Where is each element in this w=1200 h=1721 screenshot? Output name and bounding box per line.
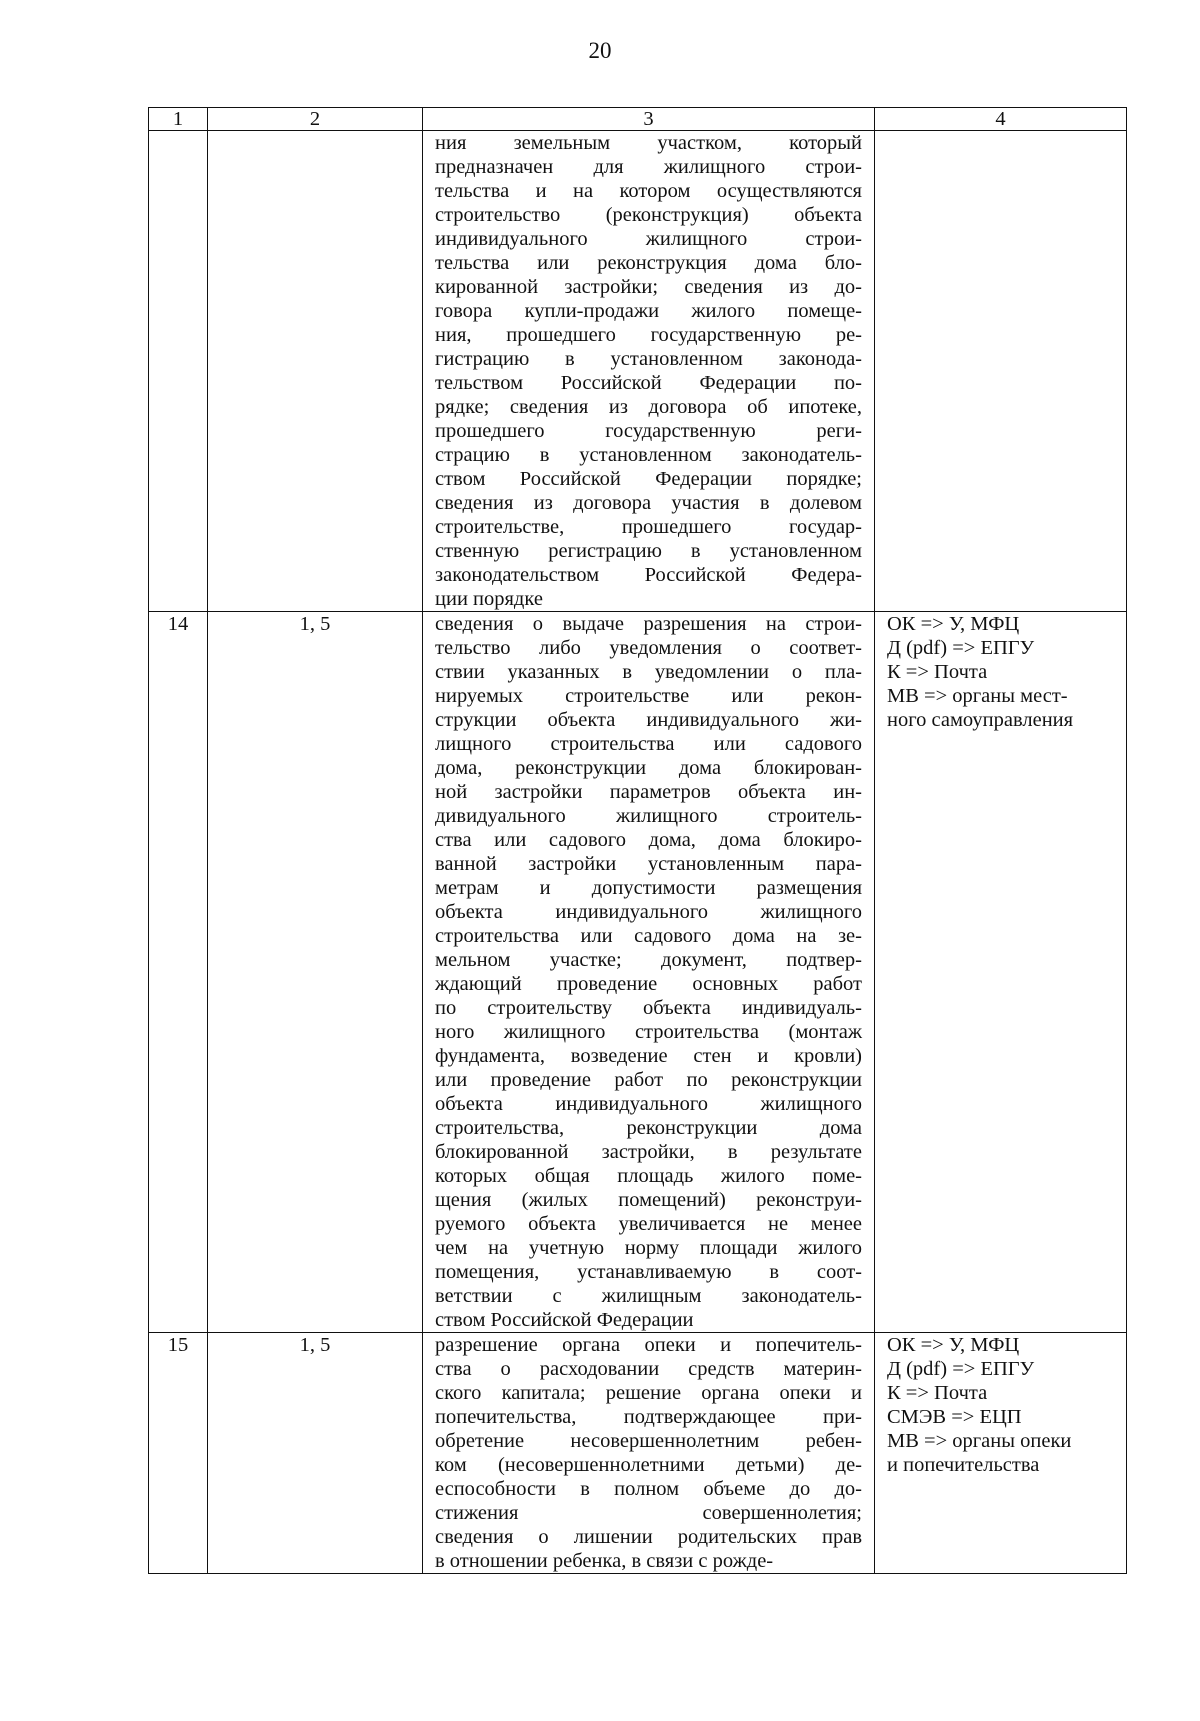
table-row <box>149 612 1127 1333</box>
description-line: строительстве, прошедшего государ- <box>435 516 862 538</box>
recipient-line: ОК => У, МФЦ <box>887 1334 1020 1356</box>
row-sources: 1, 5 <box>208 1333 423 1574</box>
recipient-line: и попечительства <box>887 1454 1040 1476</box>
description-line: тельством Российской Федерации по- <box>435 372 862 394</box>
row-recipients <box>875 1333 1127 1574</box>
description-line: предназначен для жилищного строи- <box>435 156 862 178</box>
row-recipients <box>875 131 1127 612</box>
page-number: 20 <box>588 38 612 63</box>
description-line: ной застройки параметров объекта ин- <box>435 781 862 803</box>
description-line: блокированной застройки, в результате <box>435 1141 862 1163</box>
description-line: индивидуального жилищного строи- <box>435 228 862 250</box>
description-line: говора купли-продажи жилого помеще- <box>435 300 862 322</box>
description-line: стижения совершеннолетия; <box>435 1502 862 1524</box>
description-line: объекта индивидуального жилищного <box>435 1093 862 1115</box>
description-line: тельства и на котором осуществляются <box>435 180 862 202</box>
document-table <box>148 107 1127 1574</box>
description-line: тельство либо уведомления о соответ- <box>435 637 862 659</box>
table-row <box>149 1333 1127 1574</box>
description-line: ния, прошедшего государственную ре- <box>435 324 862 346</box>
description-line: чем на учетную норму площади жилого <box>435 1237 862 1259</box>
header-cell-3: 3 <box>423 108 875 131</box>
row-number: 14 <box>149 612 208 1333</box>
description-line: кированной застройки; сведения из до- <box>435 276 862 298</box>
description-line: гистрацию в установленном законода- <box>435 348 862 370</box>
description-line: обретение несовершеннолетним ребен- <box>435 1430 862 1452</box>
description-line: ждающий проведение основных работ <box>435 973 862 995</box>
table-row <box>149 131 1127 612</box>
description-line: сведения из договора участия в долевом <box>435 492 862 514</box>
recipient-line: Д (pdf) => ЕПГУ <box>887 637 1035 659</box>
row-recipients <box>875 612 1127 1333</box>
description-line: помещения, устанавливаемую в соот- <box>435 1261 862 1283</box>
description-line: ства или садового дома, дома блокиро- <box>435 829 862 851</box>
header-cell-2: 2 <box>208 108 423 131</box>
description-line: страцию в установленном законодатель- <box>435 444 862 466</box>
description-line: фундамента, возведение стен и кровли) <box>435 1045 862 1067</box>
description-line: ванной застройки установленным пара- <box>435 853 862 875</box>
description-line: в отношении ребенка, в связи с рожде- <box>435 1550 774 1572</box>
description-line: метрам и допустимости размещения <box>435 877 862 899</box>
recipient-line: ного самоуправления <box>887 709 1074 731</box>
description-line: законодательством Российской Федера- <box>435 564 862 586</box>
recipient-line: СМЭВ => ЕЦП <box>887 1406 1022 1428</box>
description-line: ного жилищного строительства (монтаж <box>435 1021 862 1043</box>
description-line: руемого объекта увеличивается не менее <box>435 1213 862 1235</box>
description-line: или проведение работ по реконструкции <box>435 1069 862 1091</box>
description-line: ством Российской Федерации порядке; <box>435 468 862 490</box>
recipient-line: МВ => органы мест- <box>887 685 1068 707</box>
recipient-line: К => Почта <box>887 661 988 683</box>
description-line: сведения о лишении родительских прав <box>435 1526 862 1548</box>
description-line: строительства, реконструкции дома <box>435 1117 862 1139</box>
description-line: ком (несовершеннолетними детьми) де- <box>435 1454 862 1476</box>
row-sources <box>208 131 423 612</box>
description-line: ствии указанных в уведомлении о пла- <box>435 661 862 683</box>
description-line: мельном участке; документ, подтвер- <box>435 949 862 971</box>
description-line: ния земельным участком, который <box>435 132 862 154</box>
recipient-line: Д (pdf) => ЕПГУ <box>887 1358 1035 1380</box>
row-description <box>423 1333 875 1574</box>
description-line: по строительству объекта индивидуаль- <box>435 997 862 1019</box>
description-line: лищного строительства или садового <box>435 733 862 755</box>
row-number: 15 <box>149 1333 208 1574</box>
description-line: рядке; сведения из договора об ипотеке, <box>435 396 862 418</box>
recipient-line: ОК => У, МФЦ <box>887 613 1020 635</box>
description-line: ством Российской Федерации <box>435 1309 694 1331</box>
description-line: ственную регистрацию в установленном <box>435 540 862 562</box>
description-line: попечительства, подтверждающее при- <box>435 1406 862 1428</box>
description-line: сведения о выдаче разрешения на строи- <box>435 613 862 635</box>
header-cell-4: 4 <box>875 108 1127 131</box>
row-description <box>423 612 875 1333</box>
table-header-row <box>149 108 1127 131</box>
description-line: прошедшего государственную реги- <box>435 420 862 442</box>
description-line: ства о расходовании средств материн- <box>435 1358 862 1380</box>
row-sources: 1, 5 <box>208 612 423 1333</box>
description-line: строительство (реконструкция) объекта <box>435 204 862 226</box>
description-line: ции порядке <box>435 588 543 610</box>
description-line: которых общая площадь жилого поме- <box>435 1165 862 1187</box>
description-line: ского капитала; решение органа опеки и <box>435 1382 862 1404</box>
recipient-line: МВ => органы опеки <box>887 1430 1072 1452</box>
description-line: дивидуального жилищного строитель- <box>435 805 862 827</box>
description-line: тельства или реконструкция дома бло- <box>435 252 862 274</box>
description-line: строительства или садового дома на зе- <box>435 925 862 947</box>
description-line: разрешение органа опеки и попечитель- <box>435 1334 862 1356</box>
description-line: щения (жилых помещений) реконструи- <box>435 1189 862 1211</box>
row-description <box>423 131 875 612</box>
description-line: дома, реконструкции дома блокирован- <box>435 757 862 779</box>
description-line: нируемых строительстве или рекон- <box>435 685 862 707</box>
recipient-line: К => Почта <box>887 1382 988 1404</box>
description-line: еспособности в полном объеме до до- <box>435 1478 862 1500</box>
header-cell-1: 1 <box>149 108 208 131</box>
description-line: ветствии с жилищным законодатель- <box>435 1285 862 1307</box>
row-number <box>149 131 208 612</box>
description-line: объекта индивидуального жилищного <box>435 901 862 923</box>
description-line: струкции объекта индивидуального жи- <box>435 709 862 731</box>
